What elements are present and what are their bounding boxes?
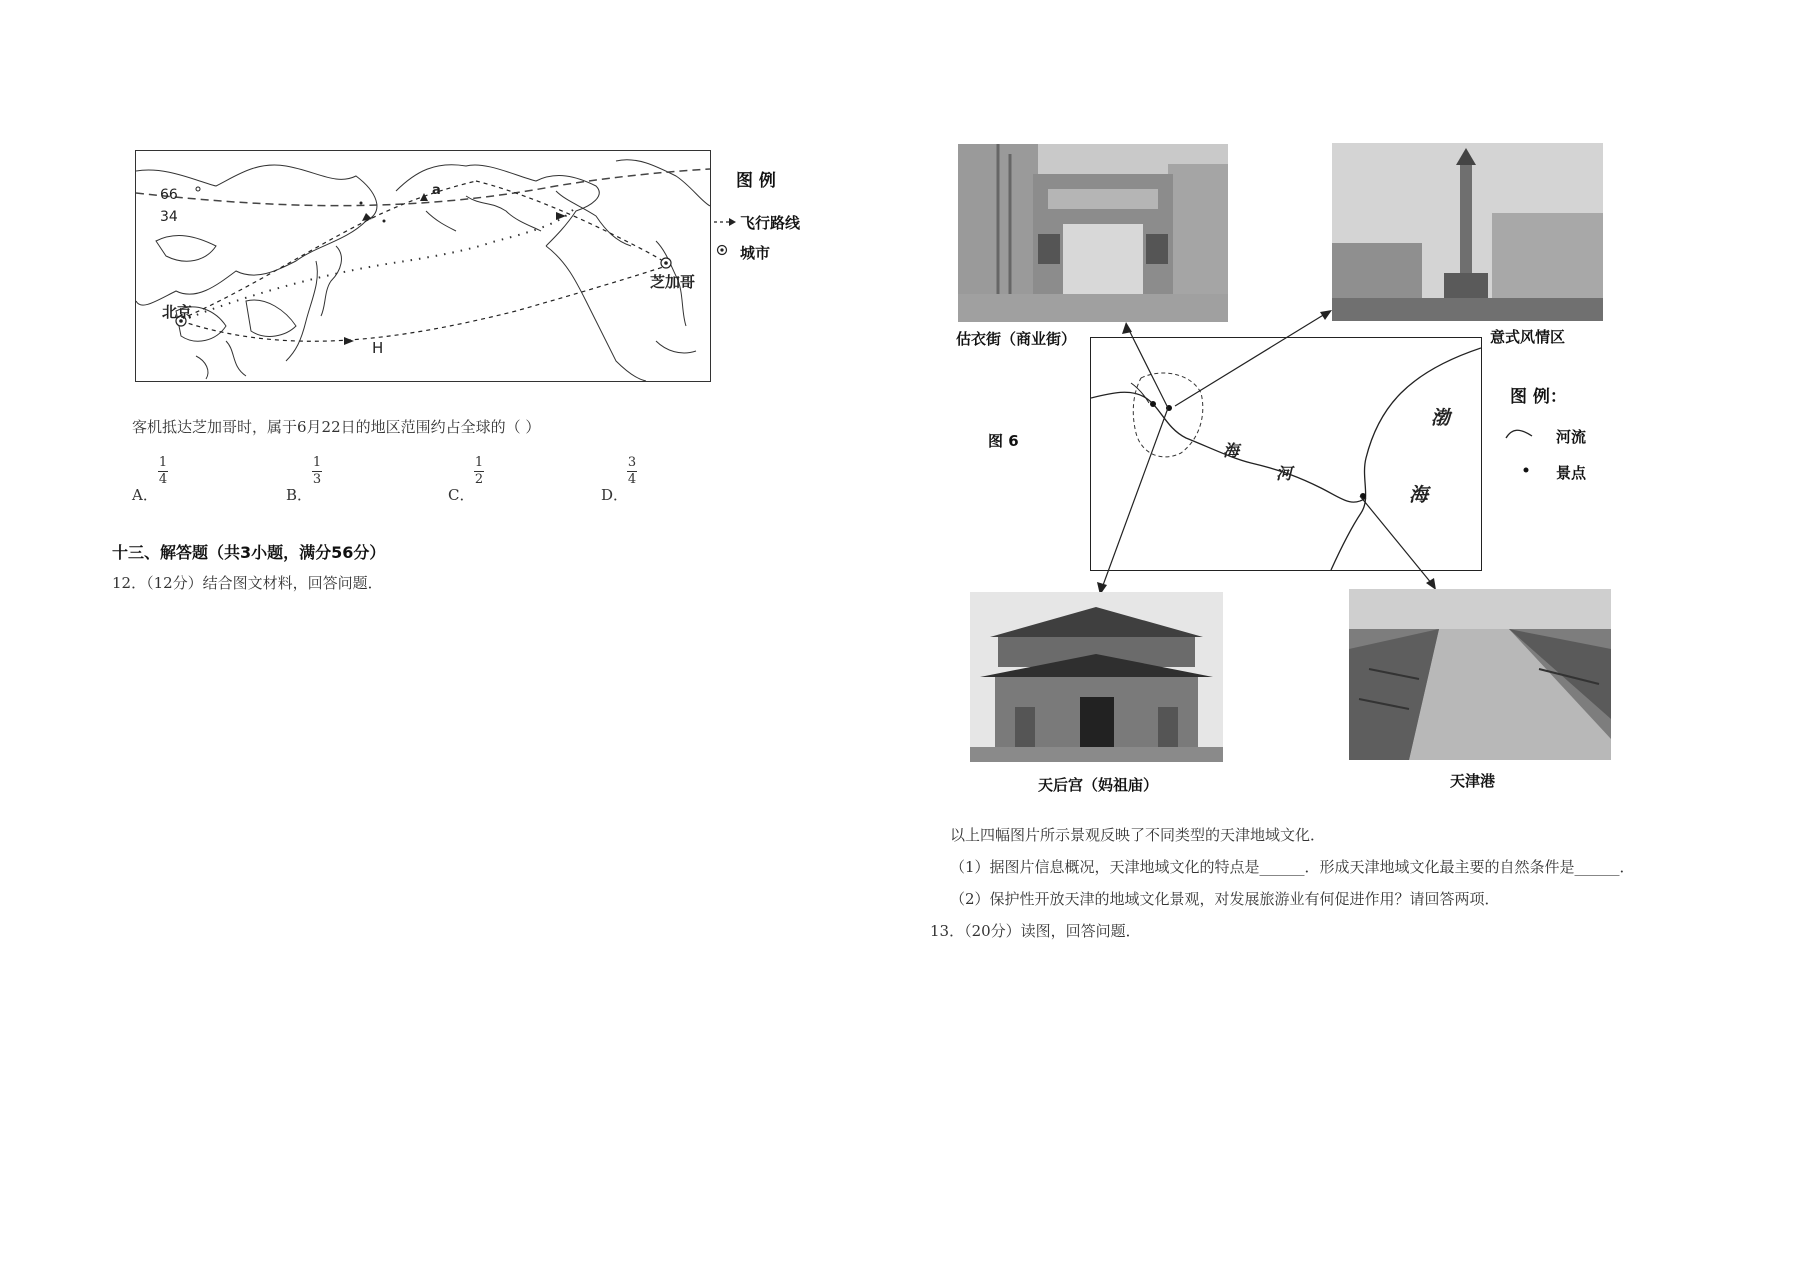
city-legend-icon — [716, 244, 730, 258]
tianjin-legend-title: 图 例： — [1510, 387, 1567, 407]
world-map-drawing — [136, 151, 710, 381]
latitude-label-34: 34 — [160, 209, 178, 225]
option-a-denominator: 4 — [158, 472, 168, 487]
option-c-numerator: 1 — [474, 455, 484, 470]
option-d-denominator: 4 — [627, 472, 637, 487]
option-a-fraction — [156, 456, 170, 487]
figure-label: 图 6 — [988, 432, 1019, 450]
bohai-sea-label-1: 渤 — [1431, 407, 1451, 429]
question-11-stem: 客机抵达芝加哥时，属于6月22日的地区范围约占全球的（ ） — [132, 418, 541, 436]
legend-city-label: 城市 — [740, 244, 771, 262]
photo-guyi-street-drawing — [958, 144, 1228, 322]
tianjin-map-legend — [1504, 382, 1614, 492]
option-d-fraction — [625, 456, 639, 487]
route-label-h: H — [372, 339, 384, 357]
point-a-label: a — [432, 183, 441, 198]
river-legend-icon — [1504, 426, 1534, 442]
photo-guyi-street — [958, 144, 1228, 322]
option-d-letter: D． — [601, 486, 629, 504]
option-c-fraction — [472, 456, 486, 487]
option-d-numerator: 3 — [627, 455, 637, 470]
option-b-letter: B． — [286, 486, 313, 504]
option-c-denominator: 2 — [474, 472, 484, 487]
option-b-denominator: 3 — [312, 472, 322, 487]
photo-tianhou-temple — [970, 592, 1223, 762]
question-12-intro: 以上四幅图片所示景观反映了不同类型的天津地域文化． — [950, 826, 1326, 844]
legend-title: 图 例 — [736, 171, 776, 191]
spot-legend-icon — [1522, 466, 1530, 474]
city-label-chicago: 芝加哥 — [650, 273, 696, 291]
caption-guyi-street: 估衣街（商业街） — [956, 330, 1077, 348]
option-b-numerator: 1 — [312, 455, 322, 470]
legend-route-label: 飞行路线 — [740, 214, 801, 232]
flight-route-map — [135, 150, 711, 382]
legend-river-label: 河流 — [1556, 428, 1587, 446]
option-b-fraction — [310, 456, 324, 487]
bohai-sea-label-2: 海 — [1409, 484, 1429, 506]
photo-tianjin-port-drawing — [1349, 589, 1611, 760]
latitude-label-66: 66 — [160, 187, 178, 203]
flight-map-legend — [712, 166, 822, 276]
caption-tianjin-port: 天津港 — [1450, 772, 1496, 790]
photo-italian-style-zone — [1332, 143, 1603, 321]
hai-river-label-1: 海 — [1223, 441, 1240, 460]
caption-tianhou-temple: 天后宫（妈祖庙） — [1038, 776, 1159, 794]
question-12-stem: 12．（12分）结合图文材料，回答问题． — [112, 574, 383, 592]
option-a-numerator: 1 — [158, 455, 168, 470]
city-label-beijing: 北京 — [162, 303, 193, 321]
photo-tianhou-temple-drawing — [970, 592, 1223, 762]
connector-arrows — [1080, 300, 1500, 600]
section-13-title: 十三、解答题（共3小题，满分56分） — [112, 543, 386, 562]
hai-river-label-2: 河 — [1276, 464, 1293, 483]
caption-italian-style-zone: 意式风情区 — [1490, 328, 1566, 346]
photo-italian-style-zone-drawing — [1332, 143, 1603, 321]
photo-tianjin-port — [1349, 589, 1611, 760]
option-a-letter: A． — [132, 486, 158, 504]
question-12-sub1: （1）据图片信息概况，天津地域文化的特点是______．形成天津地域文化最主要的自然条件是______． — [950, 858, 1635, 876]
question-13-stem: 13．（20分）读图，回答问题． — [930, 922, 1141, 940]
option-c-letter: C． — [448, 486, 475, 504]
route-legend-icon — [712, 216, 738, 228]
legend-spot-label: 景点 — [1556, 464, 1587, 482]
question-12-sub2: （2）保护性开放天津的地域文化景观，对发展旅游业有何促进作用？请回答两项． — [950, 890, 1500, 908]
